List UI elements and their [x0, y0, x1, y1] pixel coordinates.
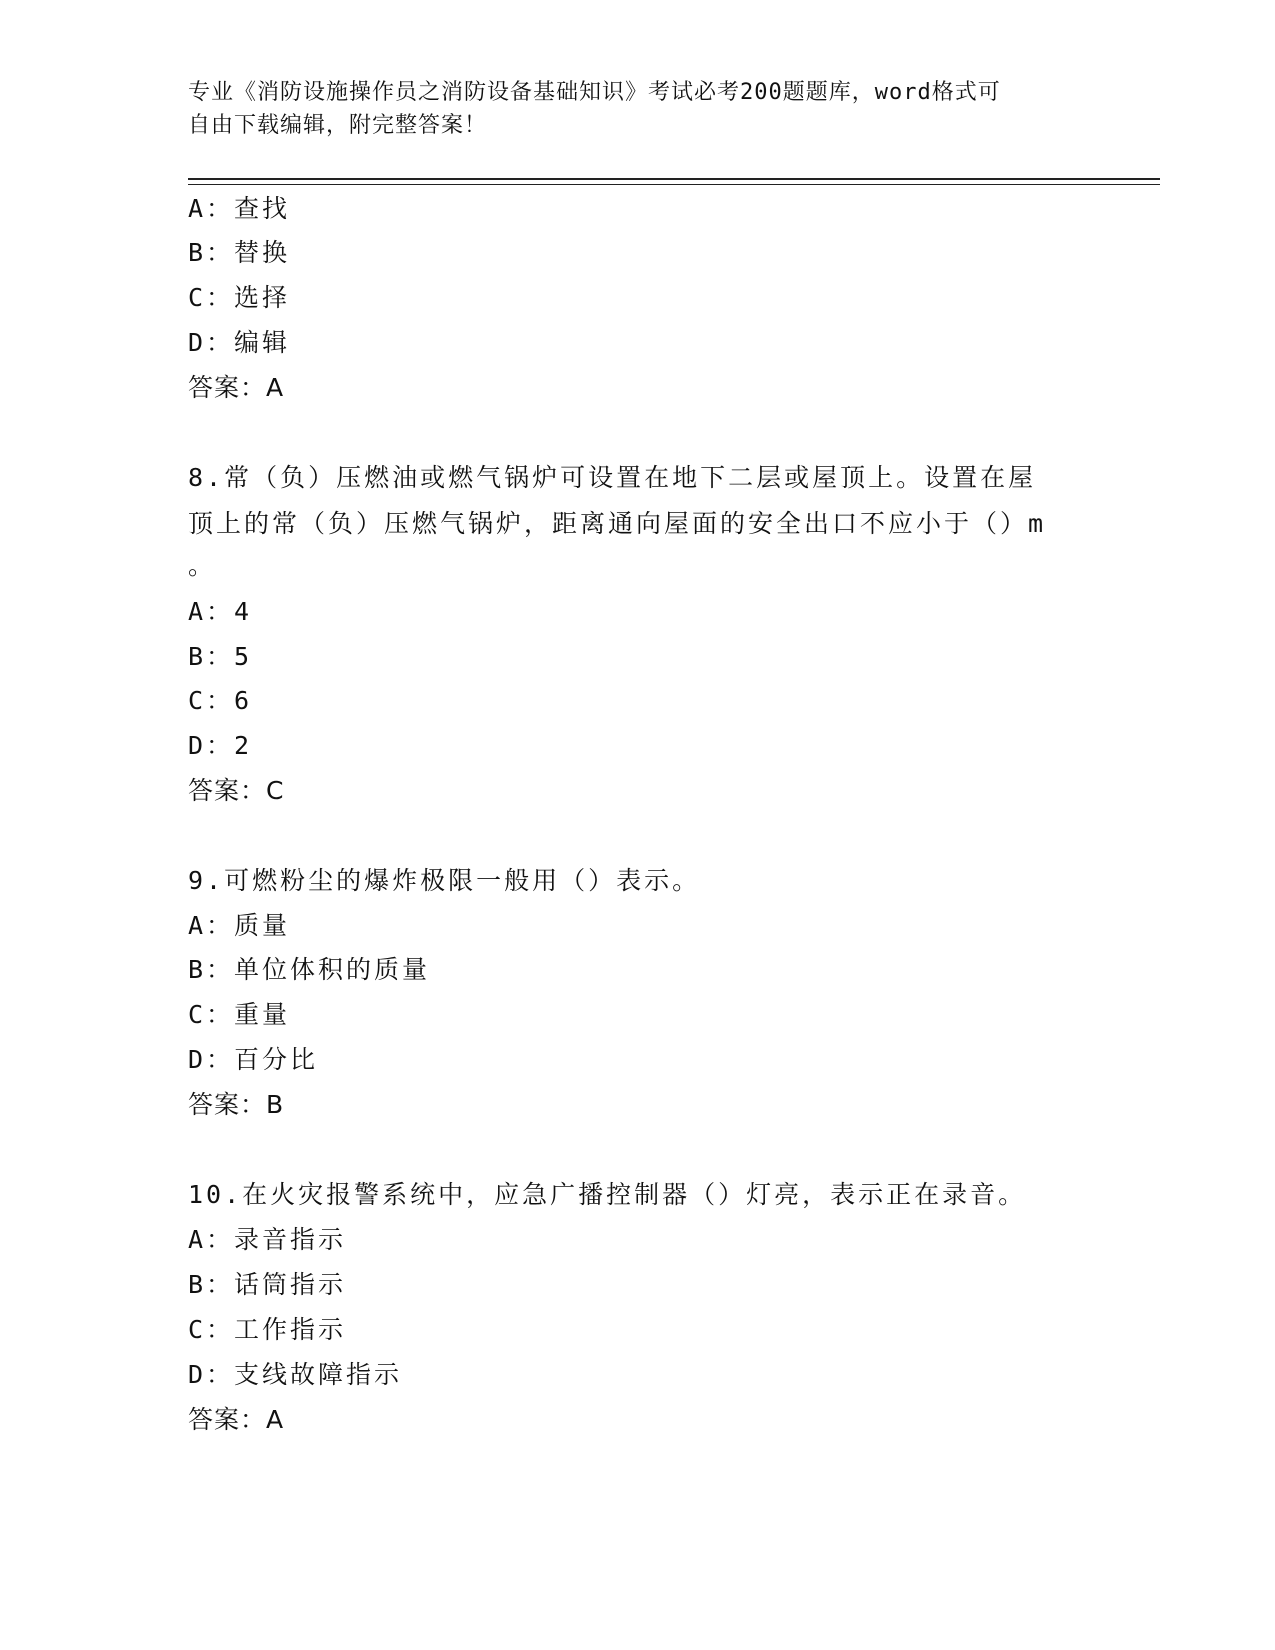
header-rule-thick [188, 178, 1160, 180]
q9-answer: 答案：B [188, 1090, 285, 1119]
q9-option-a: A：质量 [188, 911, 291, 940]
q9-option-d: D：百分比 [188, 1045, 319, 1074]
q7-option-c: C：选择 [188, 283, 291, 312]
q10-option-b: B：话筒指示 [188, 1270, 347, 1299]
q9-option-c: C：重量 [188, 1000, 291, 1029]
header-rule-thin [188, 184, 1160, 185]
q7-option-a: A：查找 [188, 194, 291, 223]
q7-option-b: B：替换 [188, 238, 291, 267]
q10-question: 10.在火灾报警系统中，应急广播控制器（）灯亮，表示正在录音。 [188, 1180, 1027, 1209]
header-line-1: 专业《消防设施操作员之消防设备基础知识》考试必考200题题库，word格式可 [188, 80, 1001, 105]
q8-option-c: C：6 [188, 686, 253, 715]
q8-question-line-2: 顶上的常（负）压燃气锅炉，距离通向屋面的安全出口不应小于（）m [188, 509, 1047, 538]
q10-option-d: D：支线故障指示 [188, 1360, 403, 1389]
q8-answer: 答案：C [188, 776, 285, 805]
q9-option-b: B：单位体积的质量 [188, 955, 431, 984]
header-line-2: 自由下载编辑，附完整答案！ [188, 113, 488, 138]
q10-answer: 答案：A [188, 1405, 285, 1434]
q8-question-line-3: 。 [188, 551, 217, 580]
q9-question: 9.可燃粉尘的爆炸极限一般用（）表示。 [188, 866, 701, 895]
q8-option-d: D：2 [188, 731, 253, 760]
q10-option-c: C：工作指示 [188, 1315, 347, 1344]
q8-option-b: B：5 [188, 642, 253, 671]
q8-question-line-1: 8.常（负）压燃油或燃气锅炉可设置在地下二层或屋顶上。设置在屋 [188, 463, 1037, 492]
document-header [188, 76, 1088, 142]
q10-option-a: A：录音指示 [188, 1225, 347, 1254]
q8-option-a: A：4 [188, 597, 253, 626]
q7-option-d: D：编辑 [188, 328, 291, 357]
q7-answer: 答案：A [188, 373, 285, 402]
